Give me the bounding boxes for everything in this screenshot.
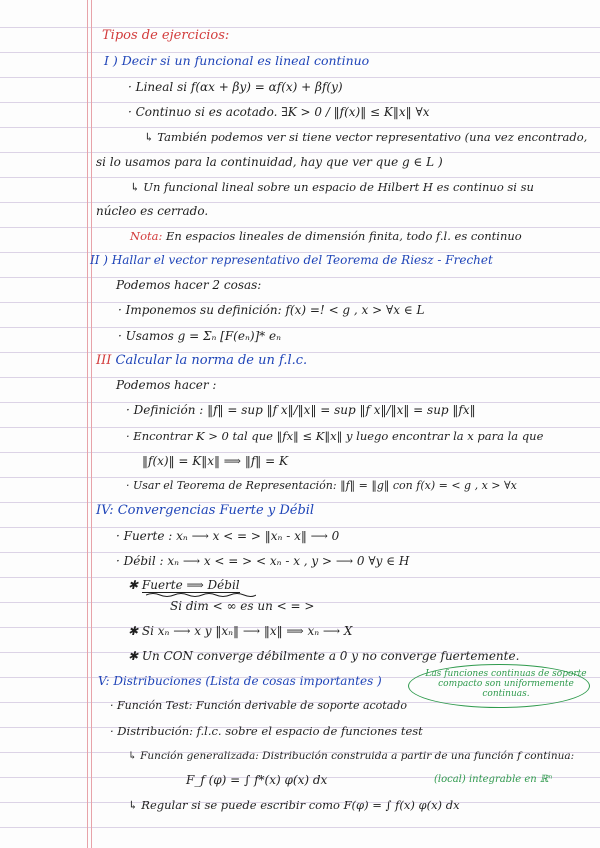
text-line: ‖f(x)‖ = K‖x‖ ⟹ ‖f‖ = K — [142, 454, 288, 468]
text-line: · Usar el Teorema de Representación: ‖f‖ = ‖g‖ con f(x) = < g , x > ∀x — [126, 479, 517, 492]
text-line: ↳ Función generalizada: Distribución construida a partir de una función f continua: — [128, 750, 575, 762]
text-line: ✱ Si xₙ ⟶ x y ‖xₙ‖ ⟶ ‖x‖ ⟹ xₙ ⟶ X — [128, 624, 353, 638]
text-line: · Imponemos su definición: f(x) =! < g , x > ∀x ∈ L — [118, 303, 425, 317]
star-icon: ✱ — [128, 578, 139, 592]
section-number: III — [96, 353, 112, 368]
formula-line: F_f (φ) = ∫ f*(x) φ(x) dx — [186, 773, 328, 787]
text-line: ↳ Regular si se puede escribir como F(φ) = ∫ f(x) φ(x) dx — [128, 798, 460, 812]
text-line: ↳ Un funcional lineal sobre un espacio de Hilbert H es continuo si su — [130, 180, 534, 194]
note-text: En espacios lineales de dimensión finita, todo f.l. es continuo — [162, 229, 522, 243]
text-line: · Encontrar K > 0 tal que ‖fx‖ ≤ K‖x‖ y luego encontrar la x para la que — [126, 429, 544, 443]
text-underlined: Fuerte ⟹ Débil — [141, 578, 240, 592]
text-line: · Lineal si f(αx + βy) = αf(x) + βf(y) — [128, 80, 343, 94]
local-note: (local) integrable en ℝⁿ — [434, 774, 553, 785]
text-line: · Continuo si es acotado. ∃K > 0 / ‖f(x)‖ ≤ K‖x‖ ∀x — [128, 105, 430, 119]
page-title: Tipos de ejercicios: — [102, 28, 230, 43]
section-heading: I ) Decir si un funcional es lineal continuo — [104, 53, 370, 68]
text-line: Podemos hacer 2 cosas: — [116, 278, 262, 292]
text-line: si lo usamos para la continuidad, hay que ver que g ∈ L ) — [96, 155, 443, 169]
text-line: Si dim < ∞ es un < = > — [170, 599, 315, 613]
note-line — [130, 228, 522, 244]
text-line: · Fuerte : xₙ ⟶ x < = > ‖xₙ - x‖ ⟶ 0 — [116, 529, 340, 543]
section-heading: V: Distribuciones (Lista de cosas importantes ) — [98, 674, 382, 688]
green-note: Las funciones continuas de soporte compacto son uniformemente continuas. — [425, 669, 587, 699]
text-line: · Usamos g = Σₙ [F(eₙ)]* eₙ — [118, 329, 281, 343]
margin-line — [91, 0, 92, 848]
text-line: ✱ Un CON converge débilmente a 0 y no converge fuertemente. — [128, 649, 520, 663]
text-line: Podemos hacer : — [116, 378, 217, 392]
text-line: · Distribución: f.l.c. sobre el espacio de funciones test — [110, 724, 423, 738]
section-heading: II ) Hallar el vector representativo del Teorema de Riesz - Frechet — [90, 253, 493, 267]
text-line: · Función Test: Función derivable de soporte acotado — [110, 699, 407, 712]
margin-line — [87, 0, 88, 848]
text-line: ↳ También podemos ver si tiene vector representativo (una vez encontrado, — [144, 130, 588, 144]
section-heading — [96, 353, 307, 369]
section-title: Calcular la norma de un f.l.c. — [111, 353, 308, 368]
section-heading: IV: Convergencias Fuerte y Débil — [96, 503, 315, 518]
text-line: · Débil : xₙ ⟶ x < = > < xₙ - x , y > ⟶ 0 ∀y ∈ H — [116, 554, 410, 568]
text-line: · Definición : ‖f‖ = sup ‖f x‖/‖x‖ = sup ‖f x‖/‖x‖ = sup ‖fx‖ — [126, 403, 476, 417]
marker-line — [128, 577, 240, 593]
note-label: Nota: — [130, 229, 163, 243]
text-line: núcleo es cerrado. — [96, 204, 209, 218]
